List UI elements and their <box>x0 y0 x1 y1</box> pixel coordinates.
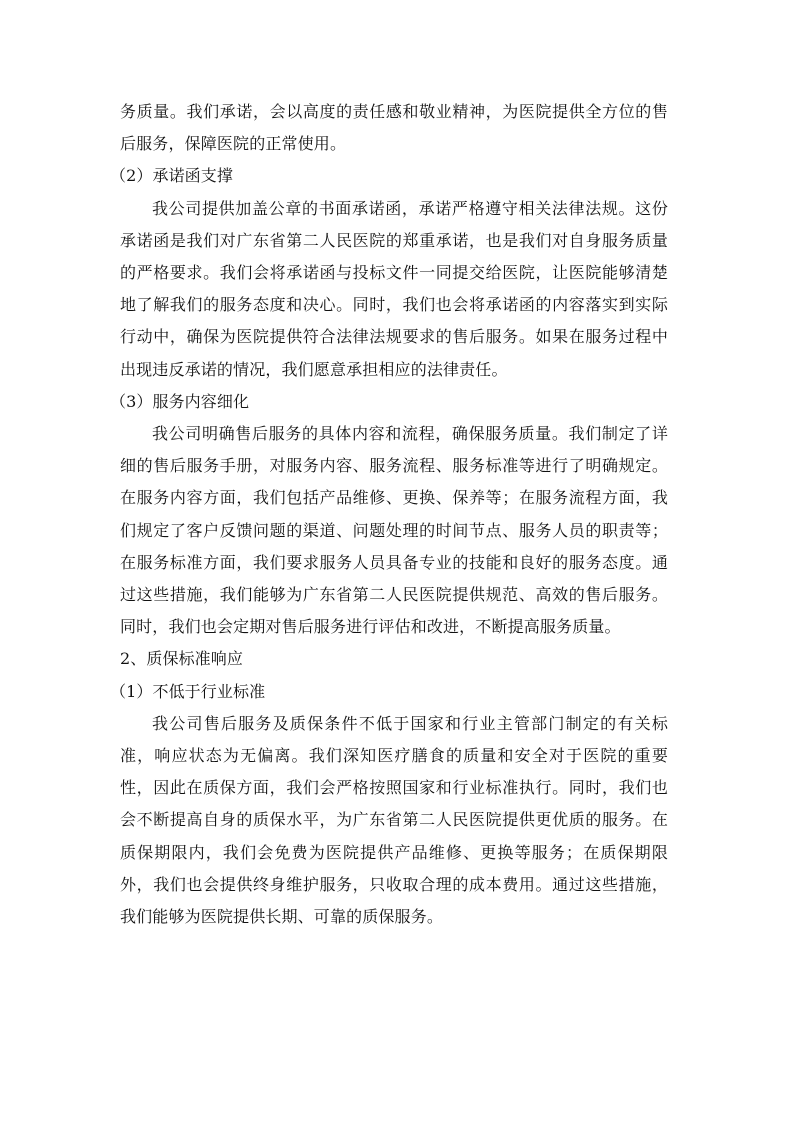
subheading-industry-standard: （1）不低于行业标准 <box>110 681 266 701</box>
subheading-service-details: （3）服务内容细化 <box>110 391 250 411</box>
document-body <box>110 96 668 933</box>
heading-warranty-standard: 2、质保标准响应 <box>120 649 243 669</box>
paragraph-service-details: 我公司明确售后服务的具体内容和流程，确保服务质量。我们制定了详细的售后服务手册，对服务内容、服务流程、服务标准等进行了明确规定。在服务内容方面，我们包括产品维修、更换、保养等；在服务流程方面，我们规定了客户反馈问题的渠道、问题处理的时间节点、服务人员的职责等；在服务标准方面，我们要求服务人员具备专业的技能和良好的服务态度。通过这些措施，我们能够为广东省第二人民医院提供规范、高效的售后服务。同时，我们也会定期对售后服务进行评估和改进，不断提高服务质量。 <box>120 424 668 637</box>
paragraph-commitment-letter: 我公司提供加盖公章的书面承诺函，承诺严格遵守相关法律法规。这份承诺函是我们对广东省第二人民医院的郑重承诺，也是我们对自身服务质量的严格要求。我们会将承诺函与投标文件一同提交给医院，让医院能够清楚地了解我们的服务态度和决心。同时，我们也会将承诺函的内容落实到实际行动中，确保为医院提供符合法律法规要求的售后服务。如果在服务过程中出现违反承诺的情况，我们愿意承担相应的法律责任。 <box>120 198 668 379</box>
paragraph-continued-service-quality: 务质量。我们承诺，会以高度的责任感和敬业精神，为医院提供全方位的售后服务，保障医院的正常使用。 <box>120 102 668 154</box>
subheading-commitment-letter: （2）承诺函支撑 <box>110 166 233 186</box>
paragraph-industry-standard: 我公司售后服务及质保条件不低于国家和行业主管部门制定的有关标准，响应状态为无偏离。我们深知医疗膳食的质量和安全对于医院的重要性，因此在质保方面，我们会严格按照国家和行业标准执行。同时，我们也会不断提高自身的质保水平，为广东省第二人民医院提供更优质的服务。在质保期限内，我们会免费为医院提供产品维修、更换等服务；在质保期限外，我们也会提供终身维护服务，只收取合理的成本费用。通过这些措施，我们能够为医院提供长期、可靠的质保服务。 <box>120 713 668 927</box>
